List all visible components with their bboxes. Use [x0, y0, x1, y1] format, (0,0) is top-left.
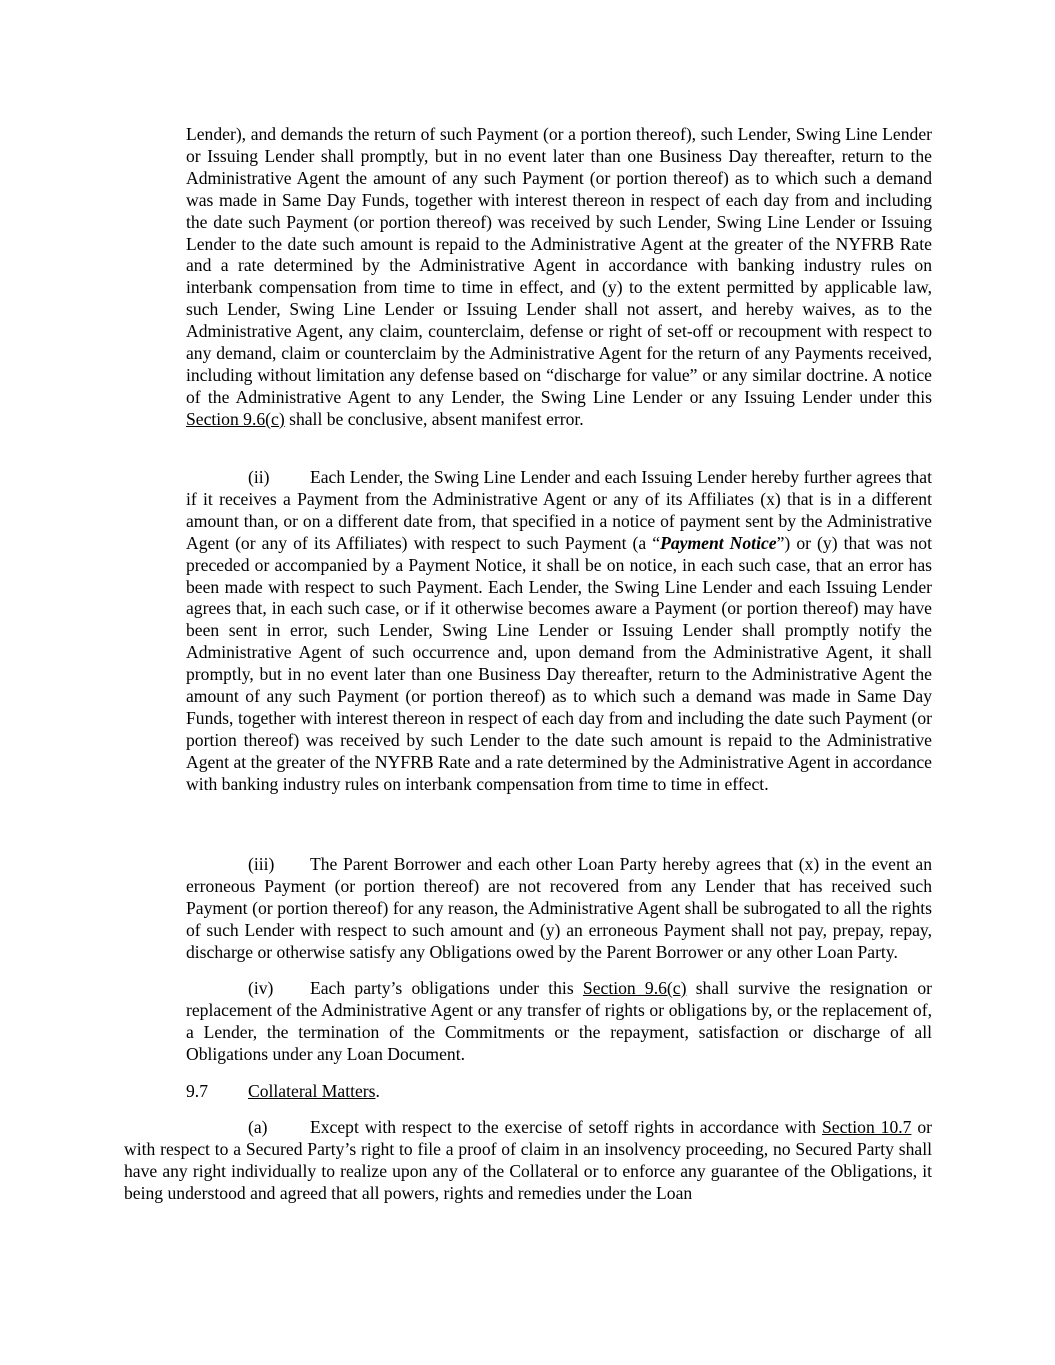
clause-indent [186, 854, 310, 876]
section-reference: Section 10.7 [821, 1117, 912, 1137]
clause-label: (ii) [248, 467, 270, 487]
paragraph-text: The Parent Borrower and each other Loan Party hereby agrees that (x) in the event an erroneous Payment (or portion thereof) are not recovered from any Lender that has received such Payment (or portion thereof) for any reason, the Administrative Agent shall be subrogated to all the rights of such Lender with respect to such amount and (y) an erroneous Payment shall not pay, prepay, repay, discharge or otherwise satisfy any Obligations owed by the Parent Borrower or any other Loan Party. [186, 854, 932, 962]
paragraph-iv [186, 978, 932, 1066]
paragraph-ii [186, 467, 932, 796]
clause-indent [186, 467, 310, 489]
paragraph-text: shall survive the resignation or replacement of the Administrative Agent or any transfer of rights or obligations by, or the replacement of, a Lender, the termination of the Commitments or the repayment, satisfaction or discharge of all Obligations under any Loan Document. [186, 978, 932, 1064]
paragraph-text: shall be conclusive, absent manifest error. [284, 408, 584, 429]
section-reference: Section 9.6(c) [582, 978, 687, 998]
paragraph-text: Each party’s obligations under this [310, 978, 583, 998]
paragraph-text: Each Lender, the Swing Line Lender and each Issuing Lender hereby further agrees that if it receives a Payment from the Administrative Agent or any of its Affiliates (x) that is in a different amount than, or on a different date from, that specified in a notice of payment sent by the Administrative Agent (or any of its Affiliates) with respect to such Payment (a “ [186, 467, 932, 553]
paragraph-text: Except with respect to the exercise of setoff rights in accordance with [310, 1117, 822, 1137]
defined-term: Payment Notice [660, 532, 777, 553]
section-number: 9.7 [186, 1081, 208, 1101]
paragraph-text: or with respect to a Secured Party’s right to file a proof of claim in an insolvency proceeding, no Secured Party shall have any right individually to realize upon any of the Collateral or to enforce any guarantee of the Obligations, it being understood and agreed that all powers, rights and remedies under the Loan [124, 1117, 932, 1203]
section-title-wrap [248, 1081, 380, 1103]
paragraph-text: Lender), and demands the return of such Payment (or a portion thereof), such Lender, Swing Line Lender or Issuing Lender shall promptly, but in no event later than one Business Day thereafter, return to the Administrative Agent the amount of any such Payment (or portion thereof) as to which such a demand was made in Same Day Funds, together with interest thereon in respect of each day from and including the date such Payment (or portion thereof) was received by such Lender, Swing Line Lender or Issuing Lender to the date such amount is repaid to the Administrative Agent at the greater of the NYFRB Rate and a rate determined by the Administrative Agent in accordance with banking industry rules on interbank compensation from time to time in effect, and (y) to the extent permitted by applicable law, such Lender, Swing Line Lender or Issuing Lender shall not assert, and hereby waives, as to the Administrative Agent, any claim, counterclaim, defense or right of set-off or recoupment with respect to any demand, claim or counterclaim by the Administrative Agent for the return of any Payments received, including without limitation any defense based on “discharge for value” or any similar doctrine. A notice of the Administrative Agent to any Lender, the Swing Line Lender or any Issuing Lender under this [186, 124, 932, 407]
clause-label: (iii) [248, 854, 275, 874]
paragraph-text: ”) or (y) that was not preceded or accompanied by a Payment Notice, it shall be on notice, in each such case, that an error has been made with respect to such Payment. Each Lender, the Swing Line Lender and each Issuing Lender agrees that, in each such case, or if it otherwise becomes aware a Payment (or portion thereof) may have been sent in error, such Lender, Swing Line Lender or Issuing Lender shall promptly notify the Administrative Agent of such occurrence and, upon demand from the Administrative Agent, it shall promptly, but in no event later than one Business Day thereafter, return to the Administrative Agent the amount of any such Payment (or portion thereof) as to which such a demand was made in Same Day Funds, together with interest thereon in respect of each day from and including the date such Payment (or portion thereof) was received by such Lender to the date such amount is repaid to the Administrative Agent at the greater of the NYFRB Rate and a rate determined by the Administrative Agent in accordance with banking industry rules on interbank compensation from time to time in effect. [186, 532, 932, 794]
section-reference: Section 9.6(c) [186, 408, 285, 429]
clause-label: (a) [248, 1117, 268, 1137]
paragraph-continuation [186, 124, 932, 431]
clause-label: (iv) [248, 978, 274, 998]
clause-indent [186, 978, 310, 1000]
paragraph-iii [186, 854, 932, 964]
paragraph-a [124, 1117, 932, 1205]
section-title: Collateral Matters [248, 1081, 376, 1101]
clause-indent [124, 1117, 310, 1139]
section-title-period: . [375, 1081, 380, 1101]
